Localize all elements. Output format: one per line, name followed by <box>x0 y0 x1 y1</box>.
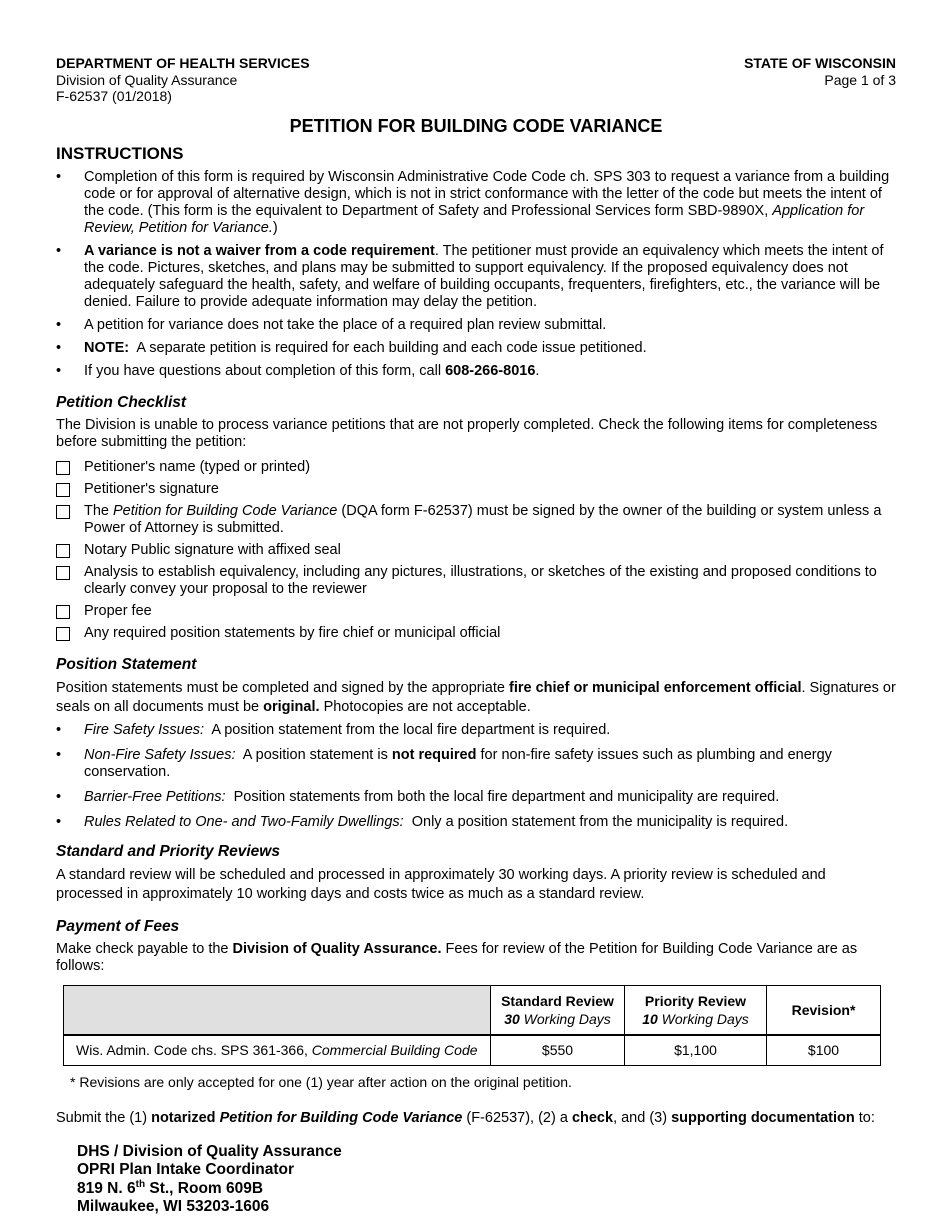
list-item: • Non-Fire Safety Issues: A position statement is not required for non-fire safety issues such as plumbing and energy conservation. <box>56 746 832 780</box>
bullet-icon: • <box>56 362 62 379</box>
position-heading: Position Statement <box>56 655 197 673</box>
checklist-item[interactable]: Proper fee <box>56 603 896 620</box>
form-header <box>56 55 896 105</box>
fees-heading: Payment of Fees <box>56 917 180 935</box>
form-page <box>56 55 896 1217</box>
checklist-item[interactable]: Any required position statements by fire chief or municipal official <box>56 625 896 642</box>
header-priority-review: Priority Review 10 Working Days <box>625 985 767 1035</box>
position-list <box>56 722 896 831</box>
fees-footnote: * Revisions are only accepted for one (1) year after action on the original petition. <box>70 1073 572 1090</box>
mailing-address <box>77 1143 896 1217</box>
reviews-heading: Standard and Priority Reviews <box>56 842 280 860</box>
list-item: • Rules Related to One- and Two-Family Dwellings: Only a position statement from the municipality is required. <box>56 813 789 830</box>
bullet-icon: • <box>56 813 62 830</box>
bullet-icon: • <box>56 339 62 356</box>
table-row <box>64 1035 881 1066</box>
checklist-item[interactable]: Notary Public signature with affixed seal <box>56 542 896 559</box>
address-line: 819 N. 6th St., Room 609B <box>77 1178 264 1197</box>
instructions-heading: INSTRUCTIONS <box>56 143 184 163</box>
bullet-icon: • <box>56 746 62 763</box>
bullet-icon: • <box>56 316 62 333</box>
page-title: PETITION FOR BUILDING CODE VARIANCE <box>289 115 663 136</box>
checkbox[interactable] <box>56 605 70 619</box>
list-item: • A variance is not a waiver from a code requirement. The petitioner must provide an equivalency which meets the intent of the code. Pictures, sketches, and plans may be submitted to support equivalency. If the proposed equivalency does not adequately safeguard the health, safety, and welfare of building occupants, frequenters, firefighters, etc., the variance will be denied. Failure to provide adequate information may delay the petition. <box>56 242 884 310</box>
bullet-icon: • <box>56 788 62 805</box>
bullet-icon: • <box>56 721 62 738</box>
bullet-icon: • <box>56 168 62 185</box>
instructions-list <box>56 169 896 380</box>
checklist-item[interactable]: Petitioner's signature <box>56 481 896 498</box>
checkbox[interactable] <box>56 627 70 641</box>
checklist-heading: Petition Checklist <box>56 393 187 411</box>
header-right <box>744 55 896 105</box>
header-blank-cell <box>64 985 491 1035</box>
header-standard-review: Standard Review 30 Working Days <box>491 985 625 1035</box>
list-item: • If you have questions about completion of this form, call 608-266-8016. <box>56 362 540 379</box>
form-id: F-62537 (01/2018) <box>56 88 172 104</box>
submit-instructions: Submit the (1) notarized Petition for Building Code Variance (F-62537), (2) a check, and (3) supporting documentation to: <box>56 1109 875 1126</box>
row-label-cell: Wis. Admin. Code chs. SPS 361-366, Commercial Building Code <box>64 1035 491 1066</box>
priority-fee-cell: $1,100 <box>625 1035 767 1066</box>
bullet-icon: • <box>56 242 62 259</box>
reviews-text: A standard review will be scheduled and processed in approximately 30 working days. A priority review is scheduled and processed in approximately 10 working days and costs twice as much as a standard review. <box>56 866 826 902</box>
standard-fee-cell: $550 <box>491 1035 625 1066</box>
list-item: • Fire Safety Issues: A position statement from the local fire department is required. <box>56 721 611 738</box>
fees-text: Make check payable to the Division of Quality Assurance. Fees for review of the Petition for Building Code Variance are as follows: <box>56 940 858 974</box>
checklist-item[interactable]: The Petition for Building Code Variance (DQA form F-62537) must be signed by the owner of the building or system unless a Power of Attorney is submitted. <box>56 503 896 537</box>
checkbox[interactable] <box>56 566 70 580</box>
list-item: • NOTE: A separate petition is required for each building and each code issue petitioned. <box>56 339 647 356</box>
checklist-intro: The Division is unable to process variance petitions that are not properly completed. Check the following items for completeness before submitting the petition: <box>56 416 878 450</box>
address-line: OPRI Plan Intake Coordinator <box>77 1161 295 1178</box>
checkbox[interactable] <box>56 544 70 558</box>
revision-fee-cell: $100 <box>767 1035 881 1066</box>
division-name: Division of Quality Assurance <box>56 71 238 88</box>
department-name: DEPARTMENT OF HEALTH SERVICES <box>56 55 310 71</box>
checkbox[interactable] <box>56 483 70 497</box>
state-name: STATE OF WISCONSIN <box>744 55 896 71</box>
phone-number: 608-266-8016 <box>445 362 536 379</box>
checklist-item[interactable]: Analysis to establish equivalency, including any pictures, illustrations, or sketches of the existing and proposed conditions to clearly convey your proposal to the reviewer <box>56 564 896 598</box>
page-number: Page 1 of 3 <box>824 71 896 88</box>
header-left <box>56 55 310 105</box>
address-line: DHS / Division of Quality Assurance <box>77 1142 342 1160</box>
address-line: Milwaukee, WI 53203-1606 <box>77 1198 270 1215</box>
list-item: • Barrier-Free Petitions: Position statements from both the local fire department and municipality are required. <box>56 788 780 805</box>
list-item: • A petition for variance does not take the place of a required plan review submittal. <box>56 316 607 333</box>
table-header-row <box>64 985 881 1035</box>
list-item: • Completion of this form is required by Wisconsin Administrative Code Code ch. SPS 303 to request a variance from a building code or for approval of alternative design, which is not in strict conformance with the letter of the code but meets the intent of the code. (This form is the equivalent to Department of Safety and Professional Services form SBD-9890X, Application for Review, Petition for Variance.) <box>56 168 890 236</box>
position-paragraph: Position statements must be completed and signed by the appropriate fire chief or municipal enforcement official. Signatures or seals on all documents must be original. Photocopies are not acceptable. <box>56 679 896 715</box>
fees-table <box>63 985 881 1066</box>
checkbox[interactable] <box>56 505 70 519</box>
checklist-item[interactable]: Petitioner's name (typed or printed) <box>56 459 896 476</box>
checkbox[interactable] <box>56 461 70 475</box>
checklist <box>56 459 896 642</box>
header-revision: Revision* <box>767 985 881 1035</box>
